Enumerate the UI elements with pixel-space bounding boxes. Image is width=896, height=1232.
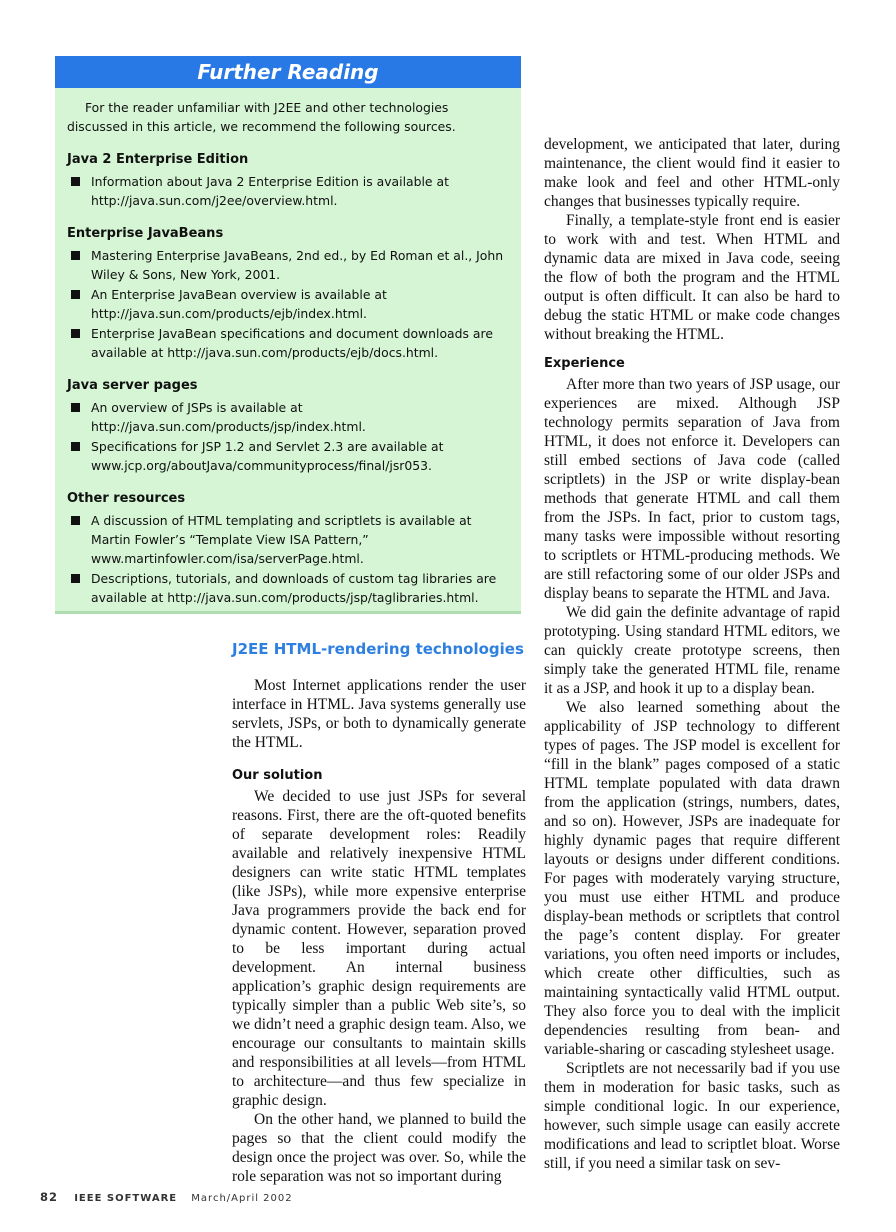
- issue-date: March/April 2002: [191, 1193, 293, 1204]
- section-heading: J2EE HTML-rendering technologies: [232, 640, 524, 658]
- paragraph: On the other hand, we planned to build the pages so that the client could modify the design once the project was over. So, while the role separation was not so important during: [232, 1111, 526, 1185]
- sidebar-list-item: [67, 398, 509, 436]
- sidebar-section-heading: Enterprise JavaBeans: [67, 226, 224, 241]
- magazine-name: IEEE SOFTWARE: [74, 1193, 178, 1204]
- square-bullet-icon: [71, 290, 80, 299]
- square-bullet-icon: [71, 251, 80, 260]
- sidebar-list-item: [67, 246, 509, 284]
- square-bullet-icon: [71, 329, 80, 338]
- sidebar-body: [55, 88, 521, 607]
- sidebar-item-text: Descriptions, tutorials, and downloads of custom tag libraries are available at http://java.sun.com/products/jsp/taglibraries.html.: [91, 571, 497, 605]
- sidebar-list-item: [67, 511, 509, 568]
- paragraph: Scriptlets are not necessarily bad if you use them in moderation for basic tasks, such as simple conditional logic. In our experience, however, such simple usage can easily accrete modifications and lead to scriptlet bloat. Worse still, if you need a similar task on sev-: [544, 1060, 840, 1172]
- square-bullet-icon: [71, 403, 80, 412]
- article-column-right: [544, 135, 840, 1173]
- sidebar-intro: For the reader unfamiliar with J2EE and other technologies discussed in this article, we recommend the following sources.: [67, 100, 456, 134]
- subsection-heading: Experience: [544, 356, 625, 371]
- square-bullet-icon: [71, 574, 80, 583]
- square-bullet-icon: [71, 516, 80, 525]
- sidebar-list-item: [67, 437, 509, 475]
- paragraph: Finally, a template-style front end is easier to work with and test. When HTML and dynamic data are mixed in Java code, seeing the flow of both the program and the HTML output is often difficult. It can also be hard to debug the static HTML or make code changes without breaking the HTML.: [544, 212, 840, 343]
- sidebar-list-item: [67, 569, 509, 607]
- sidebar-item-text: An overview of JSPs is available at http://java.sun.com/products/jsp/index.html.: [91, 400, 366, 434]
- sidebar-item-text: A discussion of HTML templating and scriptlets is available at Martin Fowler’s “Template View ISA Pattern,” www.martinfowler.com/isa/serverPage.html.: [91, 513, 472, 566]
- paragraph: We decided to use just JSPs for several reasons. First, there are the oft-quoted benefits of separate development roles: Readily available and relatively inexpensive HTML designers can write static HTML templates (like JSPs), while more expensive enterprise Java programmers provide the back end for dynamic content. However, separation proved to be less important during actual development. An internal business application’s graphic design requirements are typically simpler than a public Web site’s, so we didn’t need a graphic design team. Also, we encourage our consultants to maintain skills and responsibilities at all levels—from HTML to architecture—and thus few specialize in graphic design.: [232, 788, 526, 1109]
- sidebar-section-heading: Other resources: [67, 491, 186, 506]
- sidebar-section-heading: Java 2 Enterprise Edition: [67, 152, 249, 167]
- sidebar-item-text: Enterprise JavaBean specifications and document downloads are available at http://java.sun.com/products/ejb/docs.html.: [91, 326, 493, 360]
- paragraph: We also learned something about the applicability of JSP technology to different types of pages. The JSP model is excellent for “fill in the blank” pages composed of a static HTML template populated with data drawn from the application (strings, numbers, dates, and so on). However, JSPs are inadequate for highly dynamic pages that require different layouts or designs under different conditions. For pages with moderately varying structure, you must use either HTML and produce display-bean methods or scriptlets that control the page’s content display. For greater variations, you often need imports or includes, which create other difficulties, such as maintaining syntactically valid HTML output. They also force you to deal with the implicit dependencies resulting from bean- and variable-sharing or cascading stylesheet usage.: [544, 699, 840, 1058]
- sidebar-item-text: An Enterprise JavaBean overview is available at http://java.sun.com/products/ejb/index.html.: [91, 287, 387, 321]
- sidebar-item-text: Mastering Enterprise JavaBeans, 2nd ed., by Ed Roman et al., John Wiley & Sons, New York, 2001.: [91, 248, 504, 282]
- sidebar-item-text: Information about Java 2 Enterprise Edition is available at http://java.sun.com/j2ee/overview.html.: [91, 174, 449, 208]
- sidebar-list-item: [67, 285, 509, 323]
- sidebar-list-item: [67, 324, 509, 362]
- subsection-heading: Our solution: [232, 768, 323, 783]
- paragraph: development, we anticipated that later, during maintenance, the client would find it easier to make look and feel and other HTML-only changes that businesses typically require.: [544, 136, 840, 210]
- sidebar-title: Further Reading: [55, 56, 521, 88]
- article-column-left: [232, 640, 526, 1186]
- square-bullet-icon: [71, 442, 80, 451]
- sidebar-item-text: Specifications for JSP 1.2 and Servlet 2.3 are available at www.jcp.org/aboutJava/communityprocess/final/jsr053.: [91, 439, 444, 473]
- further-reading-sidebar: [55, 56, 521, 614]
- sidebar-section-heading: Java server pages: [67, 378, 198, 393]
- page-number: 82: [40, 1190, 59, 1204]
- paragraph: We did gain the definite advantage of rapid prototyping. Using standard HTML editors, we can quickly create prototype screens, then simply take the generated HTML file, rename it as a JSP, and hook it up to a display bean.: [544, 604, 840, 697]
- paragraph: Most Internet applications render the user interface in HTML. Java systems generally use servlets, JSPs, or both to dynamically generate the HTML.: [232, 677, 526, 751]
- square-bullet-icon: [71, 177, 80, 186]
- sidebar-list-item: [67, 172, 509, 210]
- page-footer: [40, 1190, 293, 1204]
- paragraph: After more than two years of JSP usage, our experiences are mixed. Although JSP technology permits separation of Java from HTML, it does not enforce it. Developers can still embed sections of Java code (called scriptlets) in the JSP or write display-bean methods that generate HTML and call them from the JSPs. In fact, prior to custom tags, many tasks were impossible without resorting to scriptlets or HTML-producing methods. We are still refactoring some of our older JSPs and display beans to separate the HTML and Java.: [544, 376, 840, 602]
